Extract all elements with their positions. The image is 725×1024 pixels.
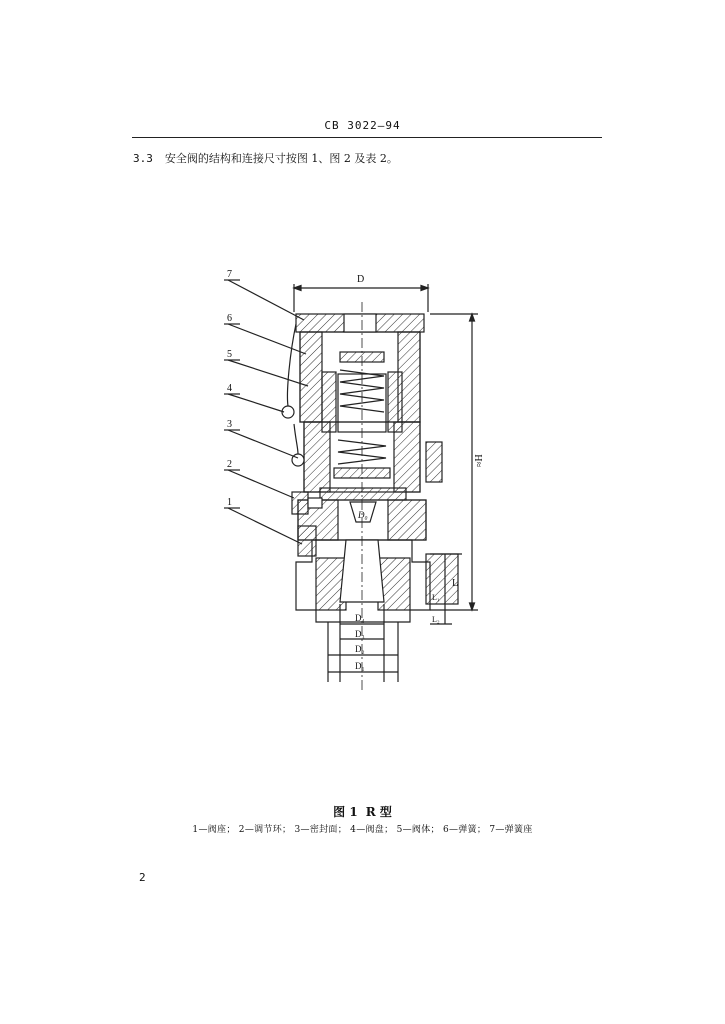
dim-label-d1: D₁ <box>355 661 365 671</box>
page-number: 2 <box>139 871 146 884</box>
dim-label-l1: L₁ <box>432 593 440 602</box>
section-paragraph <box>133 150 398 166</box>
header-rule <box>132 137 602 138</box>
section-number: 3.3 <box>133 152 153 165</box>
dim-label-l2: L₂ <box>432 615 440 624</box>
section-text: 安全阀的结构和连接尺寸按图 1、图 2 及表 2。 <box>164 152 398 165</box>
dim-label-d: D <box>357 274 365 285</box>
dim-label-d0: D₀ <box>358 510 368 520</box>
callout-2: 2 <box>227 459 232 470</box>
figure-caption <box>0 803 725 820</box>
dim-label-d4: D₄ <box>355 613 365 623</box>
callout-3: 3 <box>227 419 232 430</box>
callout-1: 1 <box>227 497 232 508</box>
dim-label-l: L <box>452 578 459 589</box>
figure-title: R 型 <box>365 805 392 819</box>
figure-legend: 1—阀座； 2—调节环； 3—密封面； 4—阀盘； 5—阀体； 6—弹簧； 7—弹簧座 <box>192 825 533 835</box>
callout-7: 7 <box>227 269 232 280</box>
callout-5: 5 <box>227 349 232 360</box>
standard-code-header: CB 3022—94 <box>324 119 401 132</box>
dim-label-d2: D₂ <box>355 644 365 654</box>
callout-4: 4 <box>227 383 232 394</box>
dim-label-h: ≈H <box>474 454 485 467</box>
valve-drawing <box>200 262 500 692</box>
figure-number: 图 1 <box>333 805 358 819</box>
callout-6: 6 <box>227 313 232 324</box>
valve-drawing-svg <box>200 262 500 692</box>
dim-label-d3: D₃ <box>355 629 365 639</box>
